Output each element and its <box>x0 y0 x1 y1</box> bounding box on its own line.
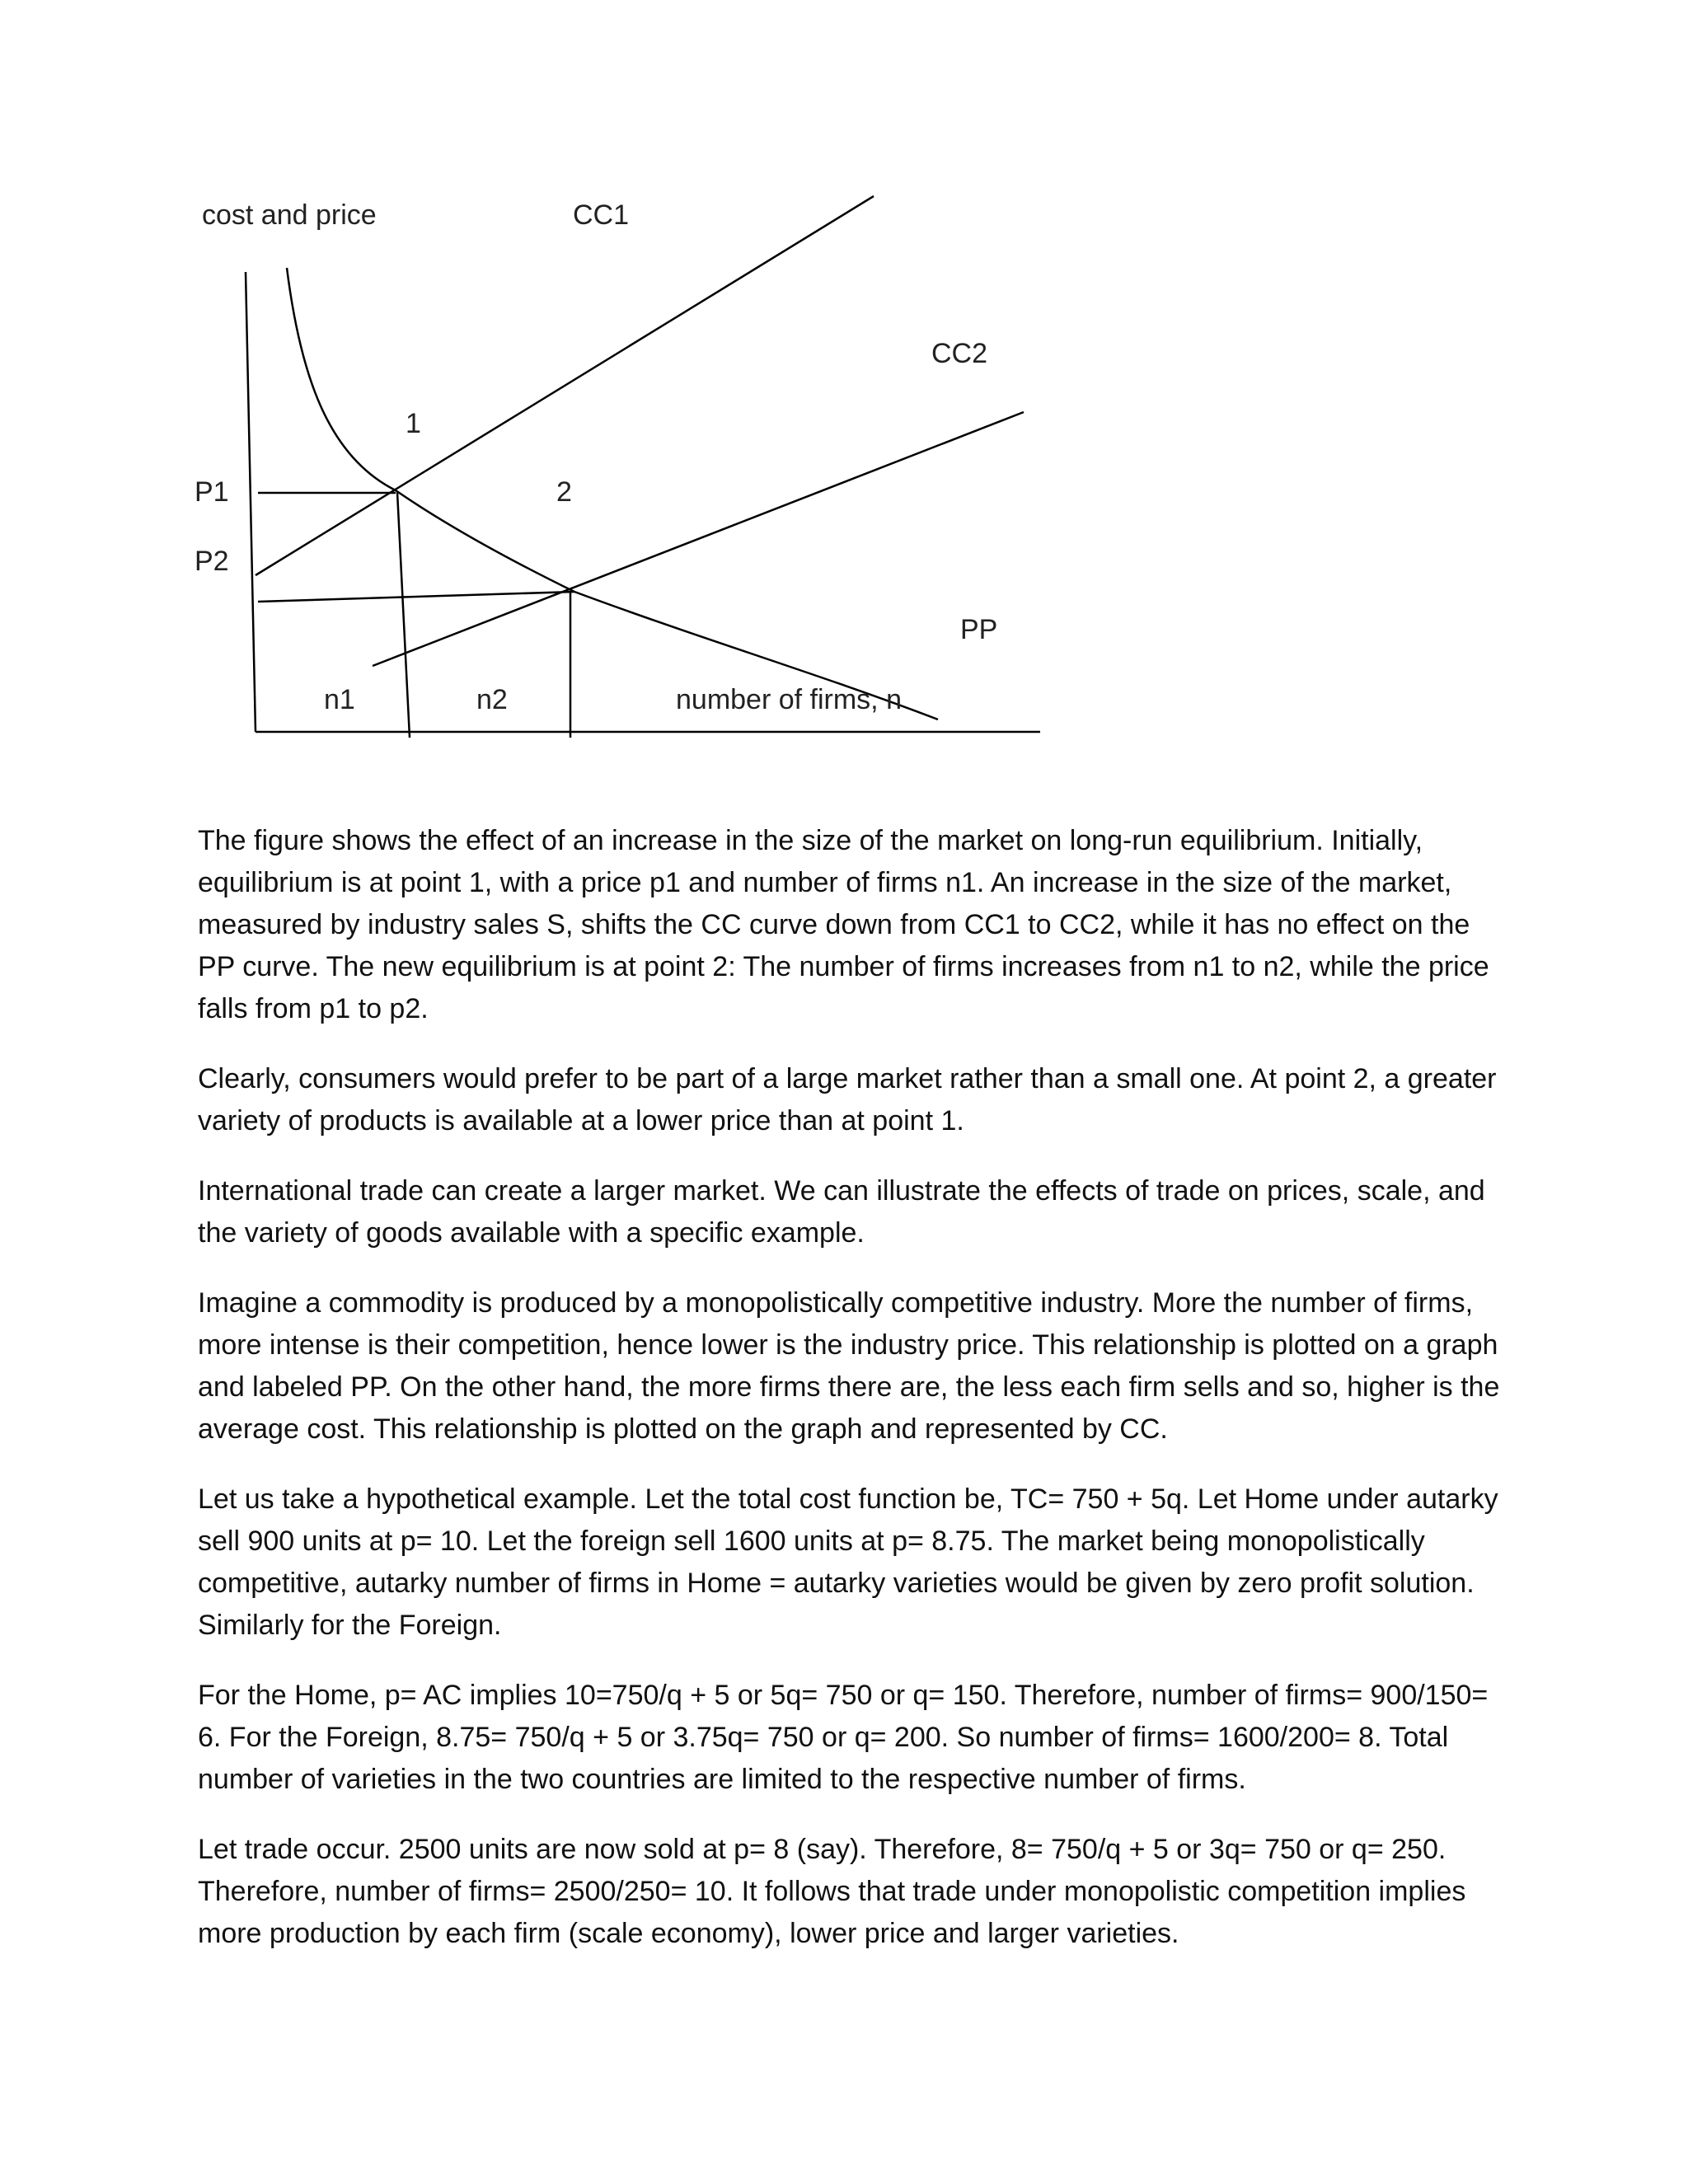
point-2-label: 2 <box>556 476 572 508</box>
paragraph: The figure shows the effect of an increase in the size of the market on long-run equilibrium. Initially, equilibrium is at point 1, with a price p1 and number of firms n1. An increase in the size of the market, measured by industry sales S, shifts the CC curve down from CC1 to CC2, while it has no effect on the PP curve. The new equilibrium is at point 2: The number of firms increases from n1 to n2, while the price falls from p1 to p2. <box>198 825 1489 1024</box>
p2-guide-line <box>258 592 574 602</box>
pp-label: PP <box>960 614 998 645</box>
cc1-line <box>256 196 874 575</box>
paragraph: Let trade occur. 2500 units are now sold at p= 8 (say). Therefore, 8= 750/q + 5 or 3q= 750 or q= 250. Therefore, number of firms= 2500/250= 10. It follows that trade under monopolistic competition implies more production by each firm (scale economy), lower price and larger varieties. <box>198 1834 1466 1949</box>
y-axis-label: cost and price <box>202 199 377 231</box>
body-text <box>198 820 1500 1983</box>
paragraph: For the Home, p= AC implies 10=750/q + 5 or 5q= 750 or q= 150. Therefore, number of firms= 900/150= 6. For the Foreign, 8.75= 750/q + 5 or 3.75q= 750 or q= 200. So number of firms= 1600/200= 8. Total number of varieties in the two countries are limited to the respective number of firms. <box>198 1680 1489 1795</box>
y-axis <box>246 272 256 732</box>
cc2-line <box>373 412 1024 666</box>
point-1-label: 1 <box>406 408 421 439</box>
paragraph: Imagine a commodity is produced by a monopolistically competitive industry. More the number of firms, more intense is their competition, hence lower is the industry price. This relationship is plotted on a graph and labeled PP. On the other hand, the more firms there are, the less each firm sells and so, higher is the average cost. This relationship is plotted on the graph and represented by CC. <box>198 1287 1500 1445</box>
n1-guide-line <box>397 492 410 738</box>
x-axis-label: number of firms, n <box>676 684 902 715</box>
cc2-label: CC2 <box>931 338 988 369</box>
market-size-diagram <box>0 0 1688 791</box>
paragraph: International trade can create a larger market. We can illustrate the effects of trade on prices, scale, and the variety of goods available with a specific example. <box>198 1175 1485 1249</box>
n2-label: n2 <box>476 684 508 715</box>
paragraph: Clearly, consumers would prefer to be part of a large market rather than a small one. At point 2, a greater variety of products is available at a lower price than at point 1. <box>198 1063 1497 1137</box>
cc1-label: CC1 <box>573 199 630 231</box>
p1-label: P1 <box>195 476 229 508</box>
n1-label: n1 <box>324 684 355 715</box>
paragraph: Let us take a hypothetical example. Let the total cost function be, TC= 750 + 5q. Let Home under autarky sell 900 units at p= 10. Let the foreign sell 1600 units at p= 8.75. The market being monopolistically competitive, autarky number of firms in Home = autarky varieties would be given by zero profit solution. Similarly for the Foreign. <box>198 1483 1498 1641</box>
p2-label: P2 <box>195 546 229 577</box>
